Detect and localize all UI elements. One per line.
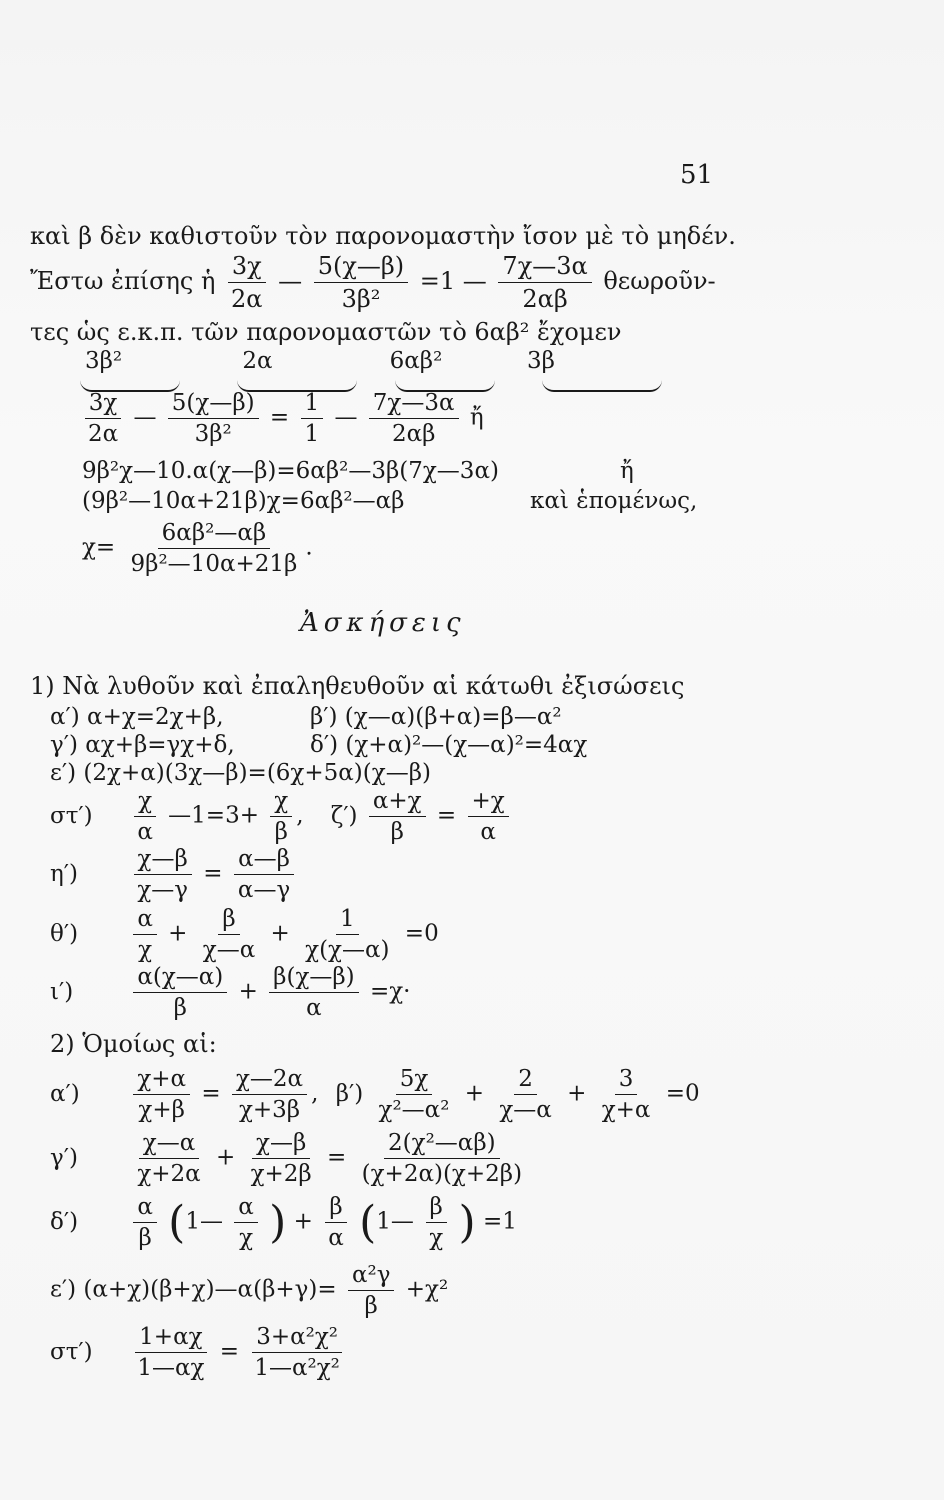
exercise-d: δ′) (χ+α)²—(χ—α)²=4αχ xyxy=(310,732,588,758)
exercise-label: β′) xyxy=(335,1080,364,1107)
fraction: $\frac{1}{\chi(\chi—\alpha)}$ xyxy=(305,906,390,963)
exercise-intro-1: 1) Νὰ λυθοῦν καὶ ἐπαληθευθοῦν αἱ κάτωθι ἐξισώσεις xyxy=(30,672,685,700)
brace-label: 3β² xyxy=(85,348,123,374)
fraction: $\frac{7\chi—3\alpha}{2\alpha\beta}$ xyxy=(498,252,591,313)
fraction: $\frac{\alpha}{\chi}$ xyxy=(234,1194,258,1251)
fraction: $\frac{\beta}{\chi—\alpha}$ xyxy=(202,906,256,963)
section-heading: Ἀσκήσεις xyxy=(300,608,466,638)
exercise-label: ι′) xyxy=(50,978,74,1005)
fraction: $\frac{\chi}{\alpha}$ xyxy=(133,788,157,845)
brace xyxy=(542,380,662,392)
intro-line-1: καὶ β δὲν καθιστοῦν τὸν παρονομαστὴν ἴσον μὲ τὸ μηδέν. xyxy=(30,222,736,250)
fraction: $\frac{2}{\chi—\alpha}$ xyxy=(499,1066,552,1123)
intro-line-2-suffix: θεωροῦν- xyxy=(603,267,716,295)
exercise-label: γ′) xyxy=(50,1144,78,1171)
fraction: $\frac{\alpha—\beta}{\alpha—\gamma}$ xyxy=(234,846,294,903)
solution-numerator: 6αβ²—αβ xyxy=(158,520,271,549)
equation-collected: (9β²—10α+21β)χ=6αβ²—αβ xyxy=(82,488,405,514)
exercise-g: γ′) αχ+β=γχ+δ, xyxy=(50,732,235,758)
exercise-e: ε′) (2χ+α)(3χ—β)=(6χ+5α)(χ—β) xyxy=(50,760,431,786)
exercise-h: η′) $\frac{\chi—\beta}{\chi—\gamma}$ = $\frac{\alpha—\beta}{\alpha—\gamma}$ xyxy=(50,846,298,903)
exercise-e2-lhs: ε′) (α+χ)(β+χ)—α(β+γ)= xyxy=(50,1276,337,1303)
exercise-label: δ′) xyxy=(50,1208,79,1235)
fraction: $\frac{\beta}{\chi}$ xyxy=(425,1194,447,1251)
fraction: $\frac{\text{2(χ²—αβ)}}{(\chi+2\alpha)(\chi+2\beta)}$ xyxy=(361,1130,523,1187)
fraction: $\frac{1}{1}$ xyxy=(301,390,324,447)
or-word: ἤ xyxy=(620,458,634,484)
intro-line-2: Ἔστω ἐπίσης ἡ $\frac{3\chi}{2\alpha}$ — $\frac{5(\chi—\beta)}{\text{3β²}}$ =1 — $\frac{7\chi—3\alpha}{2\alpha\beta}$ θεωροῦν- xyxy=(30,252,716,313)
fraction: $\frac{1+\alpha\chi}{1—\alpha\chi}$ xyxy=(133,1324,208,1381)
solution-lhs: χ= xyxy=(82,534,116,561)
brace-label: 3β xyxy=(526,348,555,374)
fraction: $\frac{\chi—\alpha}{\chi+2\alpha}$ xyxy=(137,1130,201,1187)
exercise-label: ζ′) xyxy=(330,802,358,829)
exercise-intro-2: 2) Ὁμοίως αἱ: xyxy=(50,1030,217,1058)
fraction: $\frac{\alpha}{\chi}$ xyxy=(133,906,157,963)
fraction: $\frac{\chi—2\alpha}{\chi+3\beta}$ xyxy=(232,1066,307,1123)
fraction: $\frac{3}{\chi+\alpha}$ xyxy=(601,1066,651,1123)
equation-expanded: 9β²χ—10.α(χ—β)=6αβ²—3β(7χ—3α) xyxy=(82,458,499,484)
exercise-d2: δ′) $\frac{\alpha}{\beta}$ (1— $\frac{\alpha}{\chi}$ ) + $\frac{\beta}{\alpha}$ (1— $\frac{\beta}{\chi}$ ) =1 xyxy=(50,1194,517,1251)
fraction: $\frac{7\chi—3\alpha}{2\alpha\beta}$ xyxy=(369,390,459,447)
or-word: ἤ xyxy=(469,404,484,431)
fraction: $\frac{5\chi}{\text{χ²—α²}}$ xyxy=(378,1066,450,1123)
fraction: $\frac{\beta}{\alpha}$ xyxy=(324,1194,348,1251)
exercise-a: α′) α+χ=2χ+β, xyxy=(50,704,224,730)
fraction: $\frac{\beta(\chi—\beta)}{\alpha}$ xyxy=(269,964,358,1021)
fraction: $\frac{\chi—\beta}{\chi—\gamma}$ xyxy=(133,846,192,903)
fraction: $\frac{\chi+\alpha}{\chi+\beta}$ xyxy=(133,1066,190,1123)
fraction: $\frac{\text{3+α²χ²}}{\text{1—α²χ²}}$ xyxy=(250,1324,344,1381)
equation-cleared: $\frac{3\chi}{2\alpha}$ — $\frac{5(\chi—\beta)}{\text{3β²}}$ = $\frac{1}{1}$ — $\frac{7\chi—3\alpha}{2\alpha\beta}$ ἤ xyxy=(80,390,484,447)
solution: χ= $\frac{\text{6αβ²—αβ}}{\text{9β²—10α+21β}}$ . xyxy=(82,520,313,577)
page-number: 51 xyxy=(680,160,714,190)
exercise-label: στ′) xyxy=(50,802,93,829)
fraction: $\frac{5(\chi—\beta)}{\text{3β²}}$ xyxy=(168,390,259,447)
fraction: $\frac{3\chi}{2\alpha}$ xyxy=(84,390,122,447)
fraction: $\frac{\chi—\beta}{\chi+2\beta}$ xyxy=(250,1130,312,1187)
exercise-label: θ′) xyxy=(50,920,79,947)
fraction: $\frac{\text{α²γ}}{\beta}$ xyxy=(348,1262,395,1319)
equation-suffix: καὶ ἑπομένως, xyxy=(530,488,698,514)
fraction: $\frac{+\chi}{\alpha}$ xyxy=(468,788,509,845)
solution-denominator: 9β²—10α+21β xyxy=(130,551,298,577)
exercise-th: θ′) $\frac{\alpha}{\chi}$ + $\frac{\beta}{\chi—\alpha}$ + $\frac{1}{\chi(\chi—\alpha)}$ =0 xyxy=(50,906,439,963)
fraction: $\frac{\alpha+\chi}{\beta}$ xyxy=(369,788,426,845)
fraction: $\frac{\alpha}{\beta}$ xyxy=(133,1194,157,1251)
exercise-i: ι′) $\frac{\alpha(\chi—\alpha)}{\beta}$ + $\frac{\beta(\chi—\beta)}{\alpha}$ =χ· xyxy=(50,964,411,1021)
exercise-label: στ′) xyxy=(50,1338,93,1365)
exercise-label: α′) xyxy=(50,1080,80,1107)
exercise-a2: α′) $\frac{\chi+\alpha}{\chi+\beta}$ = $\frac{\chi—2\alpha}{\chi+3\beta}$ , β′) $\frac{5\chi}{\text{χ²—α²}}$ + $\frac{2}{\chi—\alpha}$ + $\frac{3}{\chi+\alpha}$ =0 xyxy=(50,1066,700,1123)
exercise-e2: ε′) (α+χ)(β+χ)—α(β+γ)= $\frac{\text{α²γ}}{\beta}$ +χ² xyxy=(50,1262,449,1319)
intro-line-3: τες ὡς ε.κ.π. τῶν παρονομαστῶν τὸ 6αβ² ἔχομεν xyxy=(30,318,622,346)
exercise-g2: γ′) $\frac{\chi—\alpha}{\chi+2\alpha}$ + $\frac{\chi—\beta}{\chi+2\beta}$ = $\frac{\text{2(χ²—αβ)}}{(\chi+2\alpha)(\chi+2\beta)}$ xyxy=(50,1130,530,1187)
exercise-b: β′) (χ—α)(β+α)=β—α² xyxy=(310,704,562,730)
fraction: $\frac{5(\chi—\beta)}{\text{3β²}}$ xyxy=(314,252,408,313)
intro-line-2-prefix: Ἔστω ἐπίσης ἡ xyxy=(30,267,216,295)
fraction: $\frac{3\chi}{2\alpha}$ xyxy=(227,252,266,313)
exercise-st: στ′) $\frac{\chi}{\alpha}$ —1=3+ $\frac{\chi}{\beta}$ , ζ′) $\frac{\alpha+\chi}{\beta}$ = $\frac{+\chi}{\alpha}$ xyxy=(50,788,513,845)
brace-label: 6αβ² xyxy=(389,348,443,374)
fraction: $\frac{\chi}{\beta}$ xyxy=(270,788,292,845)
exercise-label: η′) xyxy=(50,860,78,887)
brace-label: 2α xyxy=(242,348,273,374)
brace-labels xyxy=(85,348,555,374)
exercise-st2: στ′) $\frac{1+\alpha\chi}{1—\alpha\chi}$ = $\frac{\text{3+α²χ²}}{\text{1—α²χ²}}$ xyxy=(50,1324,348,1381)
fraction: $\frac{\alpha(\chi—\alpha)}{\beta}$ xyxy=(133,964,227,1021)
solution-fraction xyxy=(127,520,302,577)
